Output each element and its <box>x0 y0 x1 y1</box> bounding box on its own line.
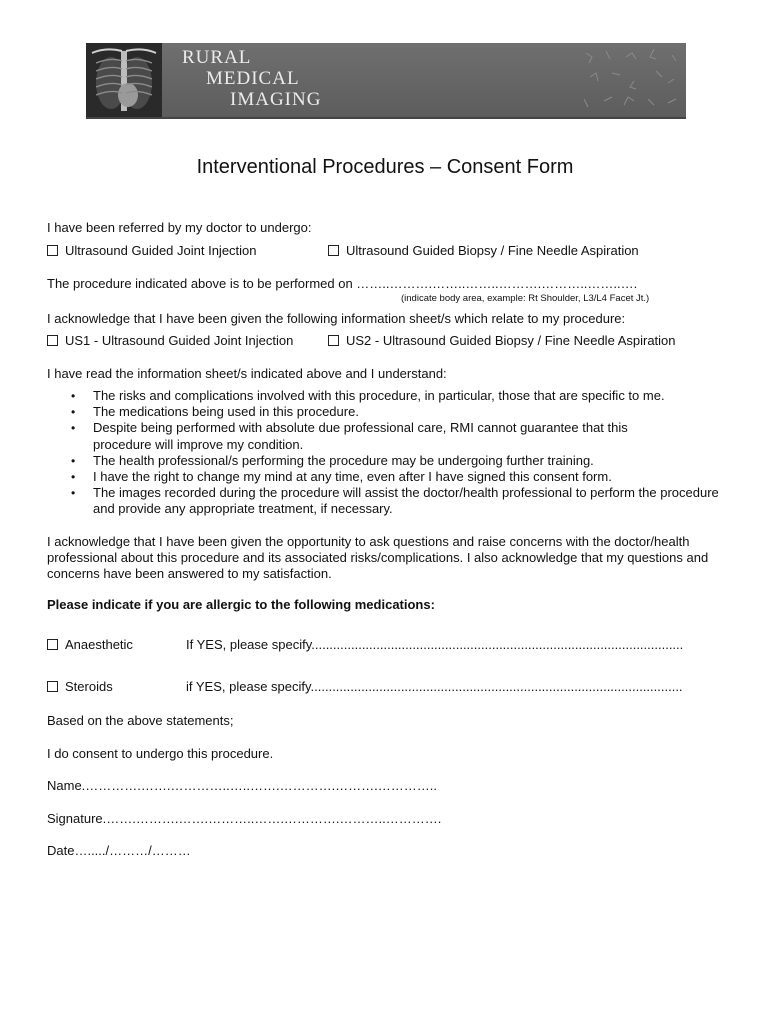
brand-line-1: RURAL <box>182 47 252 68</box>
checkbox-label: US2 - Ultrasound Guided Biopsy / Fine Needle Aspiration <box>346 333 676 348</box>
consent-statement: I do consent to undergo this procedure. <box>47 746 274 761</box>
checkbox-label: Steroids <box>65 679 113 694</box>
checkbox-label: US1 - Ultrasound Guided Joint Injection <box>65 333 294 348</box>
list-item: • The health professional/s performing the procedure may be undergoing further training. <box>93 453 733 469</box>
based-on-statement: Based on the above statements; <box>47 713 234 728</box>
header-banner <box>86 43 686 117</box>
brand-line-3: IMAGING <box>230 89 322 110</box>
checkbox-icon[interactable] <box>47 639 58 650</box>
list-item: • I have the right to change my mind at any time, even after I have signed this consent form. <box>93 469 733 485</box>
chest-xray-image <box>86 43 162 117</box>
brand-logo-text <box>182 47 321 110</box>
referral-intro: I have been referred by my doctor to undergo: <box>47 220 312 235</box>
decorative-pattern <box>576 43 686 117</box>
checkbox-us2[interactable] <box>328 333 676 349</box>
name-field[interactable]: Name.………….…….…………..…..…….………….……….………….. <box>47 778 438 793</box>
header-divider <box>86 117 686 119</box>
checkbox-label: Anaesthetic <box>65 637 133 652</box>
procedure-location-hint: (indicate body area, example: Rt Shoulder, L3/L4 Facet Jt.) <box>401 293 650 304</box>
allergy-heading: Please indicate if you are allergic to the following medications: <box>47 597 435 612</box>
checkbox-label: Ultrasound Guided Joint Injection <box>65 243 257 258</box>
list-item: • The risks and complications involved with this procedure, in particular, those that are specific to me. <box>93 388 733 404</box>
acknowledge-paragraph: I acknowledge that I have been given the opportunity to ask questions and raise concerns with the doctor/health professional about this procedure and its associated risks/complications. I also acknowledge that my questions and concerns have been answered to my satisfaction. <box>47 534 709 581</box>
checkbox-icon[interactable] <box>328 335 339 346</box>
checkbox-us1[interactable] <box>47 333 293 349</box>
understanding-list <box>93 388 733 518</box>
checkbox-icon[interactable] <box>47 681 58 692</box>
understanding-intro: I have read the information sheet/s indicated above and I understand: <box>47 366 447 381</box>
checkbox-biopsy[interactable] <box>328 243 639 259</box>
signature-field[interactable]: Signature.…….……….…….………..…….………….………..…………. <box>47 811 442 826</box>
anaesthetic-specify-field[interactable]: If YES, please specify....................................................................................................... <box>186 637 684 652</box>
info-sheets-intro: I acknowledge that I have been given the following information sheet/s which relate to my procedure: <box>47 311 626 326</box>
page-title: Interventional Procedures – Consent Form <box>196 156 574 178</box>
checkbox-steroids[interactable] <box>47 679 113 695</box>
checkbox-icon[interactable] <box>47 335 58 346</box>
checkbox-anaesthetic[interactable] <box>47 637 133 653</box>
procedure-location-field[interactable]: The procedure indicated above is to be performed on ……..……….……..……..……….………..……..…. <box>47 276 638 291</box>
list-item: • The medications being used in this procedure. <box>93 404 733 420</box>
checkbox-joint-injection[interactable] <box>47 243 257 259</box>
list-item: • The images recorded during the procedure will assist the doctor/health professional to perform the procedure and provide any appropriate treatment, if necessary. <box>93 485 721 517</box>
checkbox-label: Ultrasound Guided Biopsy / Fine Needle Aspiration <box>346 243 639 258</box>
checkbox-icon[interactable] <box>328 245 339 256</box>
list-item: • Despite being performed with absolute due professional care, RMI cannot guarantee that this procedure will improve my condition. <box>93 420 683 452</box>
brand-line-2: MEDICAL <box>206 68 300 89</box>
steroids-specify-field[interactable]: if YES, please specify....................................................................................................... <box>186 679 683 694</box>
date-field[interactable]: Date…...../………/……… <box>47 843 191 858</box>
checkbox-icon[interactable] <box>47 245 58 256</box>
